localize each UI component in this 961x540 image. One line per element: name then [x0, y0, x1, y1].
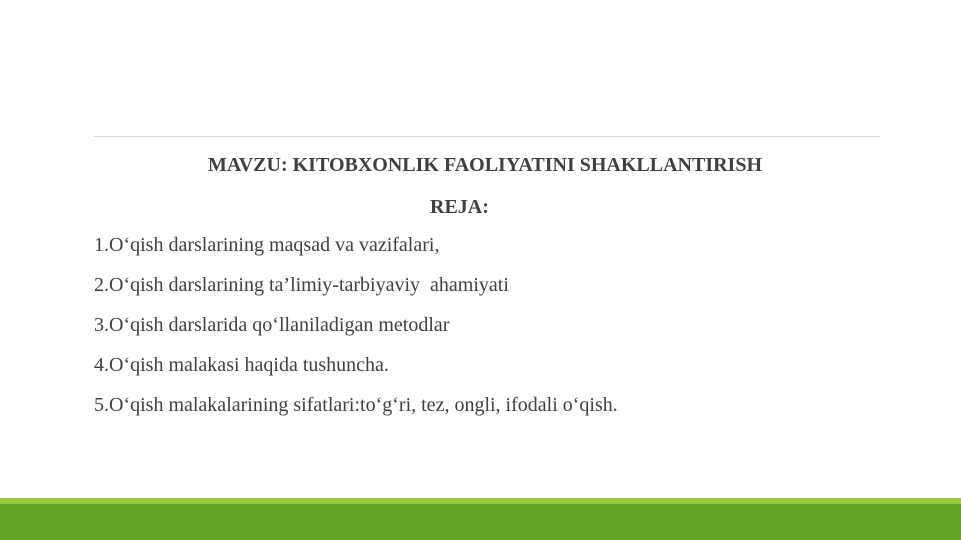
plan-list: [94, 232, 894, 432]
plan-item-4: 4.O‘qish malakasi haqida tushuncha.: [94, 354, 389, 376]
slide-subtitle: REJA:: [430, 196, 489, 218]
slide-title: MAVZU: KITOBXONLIK FAOLIYATINI SHAKLLANTIRISH: [208, 154, 763, 176]
footer-bar: [0, 504, 961, 540]
footer-band: [0, 498, 961, 540]
plan-item-1: 1.O‘qish darslarining maqsad va vazifalari,: [94, 234, 440, 256]
plan-item-5: 5.O‘qish malakalarining sifatlari:to‘g‘ri, tez, ongli, ifodali o‘qish.: [94, 394, 618, 416]
plan-item-3: 3.O‘qish darslarida qo‘llaniladigan metodlar: [94, 314, 450, 336]
top-divider: [94, 136, 880, 137]
plan-item-2: 2.O‘qish darslarining ta’limiy-tarbiyaviy ahamiyati: [94, 274, 509, 296]
